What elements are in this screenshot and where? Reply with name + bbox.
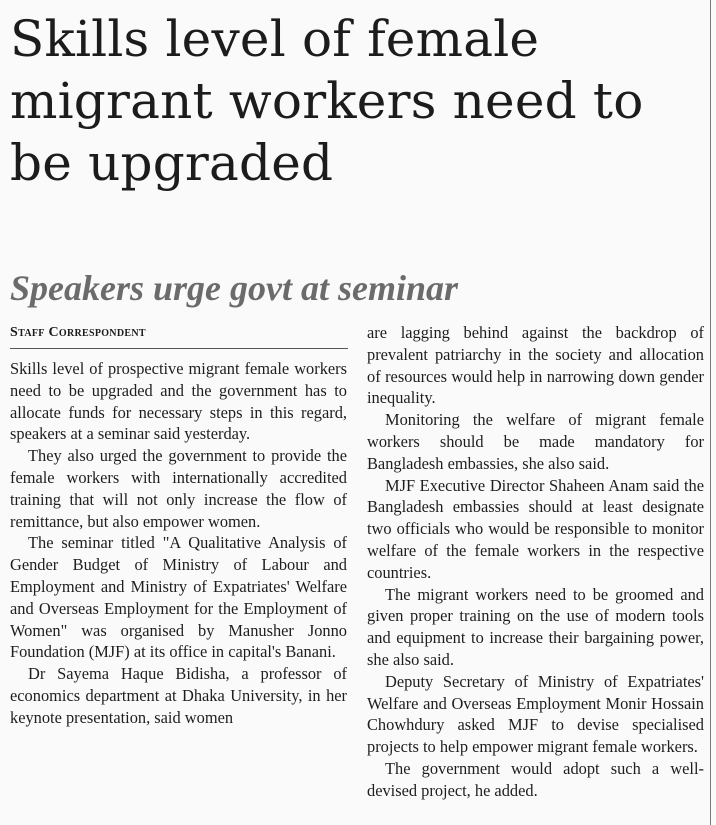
byline: Staff Correspondent [10, 324, 348, 349]
subheadline: Speakers urge govt at seminar [10, 268, 459, 308]
headline: Skills level of female migrant workers need to be upgraded [10, 10, 644, 192]
paragraph: Monitoring the welfare of migrant female workers should be made mandatory for Bangladesh embassies, she also said. [367, 410, 704, 473]
paragraph: Deputy Secretary of Ministry of Expatriates' Welfare and Overseas Employment Monir Hossain Chowhdury asked MJF to devise specialised projects to help empower migrant female workers. [367, 671, 704, 757]
paragraph: Skills level of prospective migrant female workers need to be upgraded and the government has to allocate funds for necessary steps in this regard, speakers at a seminar said yesterday. [10, 359, 347, 444]
paragraph: The migrant workers need to be groomed and given proper training on the use of modern tools and equipment to increase their bargaining power, she also said. [367, 584, 704, 669]
paragraph: Dr Sayema Haque Bidisha, a professor of economics department at Dhaka University, in her keynote presentation, said women [10, 664, 347, 727]
article-column-left [10, 358, 347, 729]
paragraph: The seminar titled "A Qualitative Analysis of Gender Budget of Ministry of Labour and Employment and Ministry of Expatriates' Welfare and Overseas Employment for the Employment of Women" was organised by Manusher Jonno Foundation (MJF) at its office in capital's Banani. [10, 533, 347, 662]
paragraph: The government would adopt such a well-devised project, he added. [367, 758, 704, 800]
paragraph: They also urged the government to provide the female workers with internationally accredited training that will not only increase the flow of remittance, but also empower women. [10, 446, 347, 531]
paragraph: MJF Executive Director Shaheen Anam said the Bangladesh embassies should at least designate two officials who would be responsible to monitor welfare of the female workers in the respective countries. [367, 475, 704, 582]
column-rule [710, 0, 711, 825]
paragraph: are lagging behind against the backdrop of prevalent patriarchy in the society and allocation of resources would help in narrowing down gender inequality. [367, 323, 704, 408]
article-column-right [367, 322, 704, 802]
